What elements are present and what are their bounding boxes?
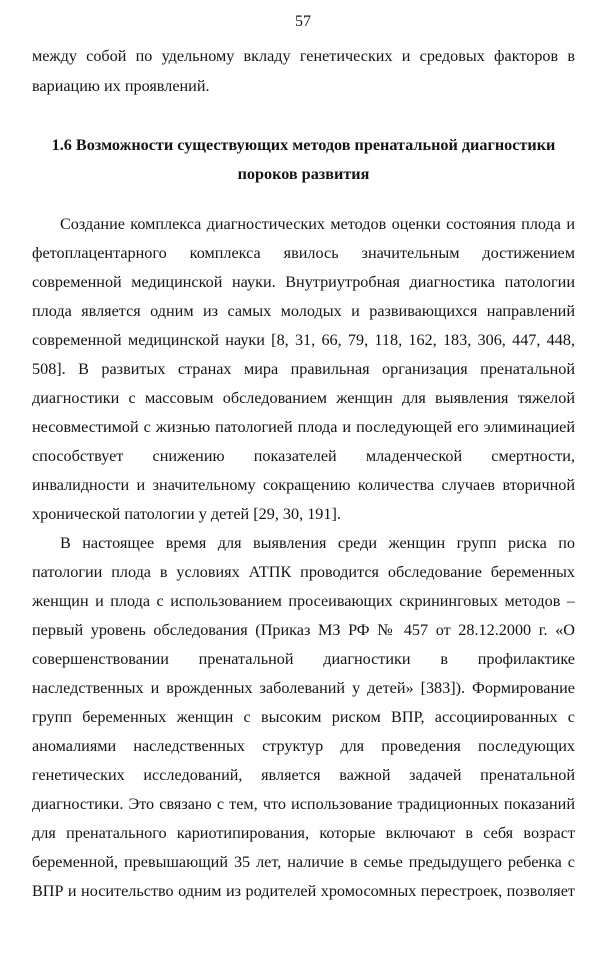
text-line: фетоплацентарного комплекса явилось значительным достижением xyxy=(32,244,575,262)
text-line: первый уровень обследования (Приказ МЗ РФ № 457 от 28.12.2000 г. «О xyxy=(32,621,575,639)
text-line: 508]. В развитых странах мира правильная организация пренатальной xyxy=(32,360,575,378)
text-line: современной медицинской науки [8, 31, 66, 79, 118, 162, 183, 306, 447, 448, xyxy=(32,331,575,349)
text-line: наследственных и врожденных заболеваний у детей» [383]). Формирование xyxy=(32,679,575,697)
text-line: вариацию их проявлений. xyxy=(32,77,210,95)
text-line: ВПР и носительство одним из родителей хромосомных перестроек, позволяет xyxy=(32,882,575,900)
text-line: хронической патологии у детей [29, 30, 191]. xyxy=(32,505,341,523)
text-line: между собой по удельному вкладу генетических и средовых факторов в xyxy=(32,47,575,65)
text-line: групп беременных женщин с высоким риском ВПР, ассоциированных с xyxy=(32,708,575,726)
text-line: современной медицинской науки. Внутриутробная диагностика патологии xyxy=(32,273,575,291)
text-line: женщин и плода с использованием просеивающих скрининговых методов – xyxy=(32,592,575,610)
text-line: патологии плода в условиях АТПК проводится обследование беременных xyxy=(32,563,575,581)
text-line: Создание комплекса диагностических методов оценки состояния плода и xyxy=(60,215,575,233)
text-line: В настоящее время для выявления среди женщин групп риска по xyxy=(60,534,575,552)
text-line: диагностики с массовым обследованием женщин для выявления тяжелой xyxy=(32,389,575,407)
text-line: аномалиями наследственных структур для проведения последующих xyxy=(32,737,575,755)
text-line: плода является одним из самых молодых и развивающихся направлений xyxy=(32,302,575,320)
section-heading: 1.6 Возможности существующих методов пренатальной диагностики xyxy=(51,136,556,154)
page-number: 57 xyxy=(295,13,311,30)
text-line: инвалидности и значительному сокращению количества случаев вторичной xyxy=(32,476,575,494)
text-line: способствует снижению показателей младенческой смертности, xyxy=(32,447,575,465)
section-heading: пороков развития xyxy=(237,165,370,183)
text-line: беременной, превышающий 35 лет, наличие в семье предыдущего ребенка с xyxy=(32,853,575,871)
text-line: несовместимой с жизнью патологией плода и последующей его элиминацией xyxy=(32,418,575,436)
text-line: совершенствовании пренатальной диагностики в профилактике xyxy=(32,650,575,668)
text-line: для пренатального кариотипирования, которые включают в себя возраст xyxy=(32,824,575,842)
text-line: диагностики. Это связано с тем, что использование традиционных показаний xyxy=(32,795,575,813)
text-line: генетических исследований, является важной задачей пренатальной xyxy=(32,766,575,784)
